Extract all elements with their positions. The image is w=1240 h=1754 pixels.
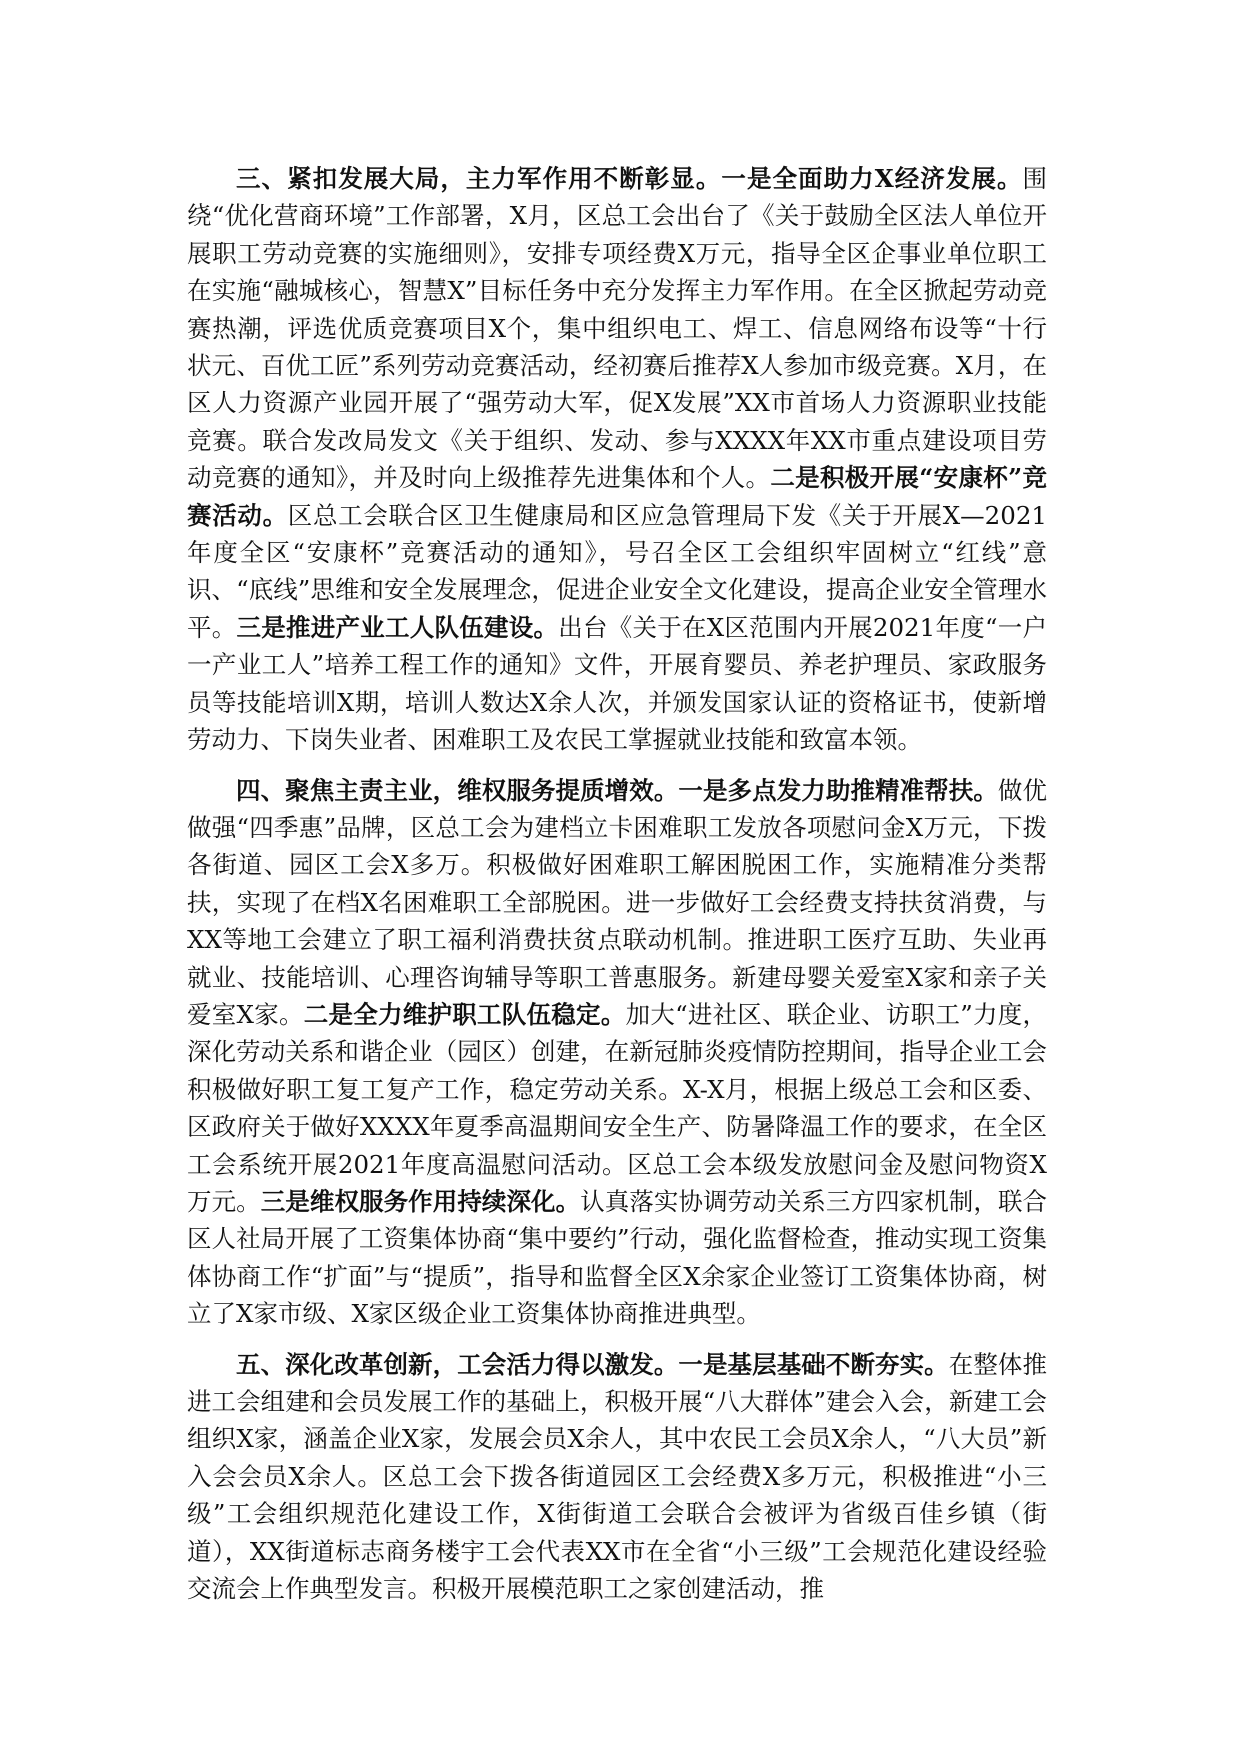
- subheading: 三是维权服务作用持续深化。: [260, 1186, 581, 1216]
- paragraph-section-3: [187, 160, 1047, 759]
- heading-section-3: 三、紧扣发展大局，主力军作用不断彰显。一是全面助力X经济发展。: [236, 164, 1023, 193]
- paragraph-section-4: [187, 772, 1047, 1333]
- subheading: 三是推进产业工人队伍建设。: [236, 612, 559, 642]
- subheading: 二是全力维护职工队伍稳定。: [303, 999, 626, 1029]
- body-text: 做优做强“四季惠”品牌，区总工会为建档立卡困难职工发放各项慰问金X万元，下拨各街道、园区工会X多万。积极做好困难职工解困脱困工作，实施精准分类帮扶，实现了在档X名困难职工全部脱困。进一步做好工会经费支持扶贫消费，与XX等地工会建立了职工福利消费扶贫点联动机制。推进职工医疗互助、失业再就业、技能培训、心理咨询辅导等职工普惠服务。新建母婴关爱室X家和亲子关爱室X家。: [187, 775, 1047, 1029]
- paragraph-section-5: [187, 1346, 1047, 1608]
- heading-section-5: 五、深化改革创新，工会活力得以激发。一是基层基础不断夯实。: [236, 1349, 949, 1379]
- body-text: 在整体推进工会组建和会员发展工作的基础上，积极开展“八大群体”建会入会，新建工会组织X家，涵盖企业X家，发展会员X余人，其中农民工会员X余人，“八大员”新入会会员X余人。区总工会下拨各街道园区工会经费X多万元，积极推进“小三级”工会组织规范化建设工作，X街街道工会联合会被评为省级百佳乡镇（街道），XX街道标志商务楼宇工会代表XX市在全省“小三级”工会规范化建设经验交流会上作典型发言。积极开展模范职工之家创建活动，推: [187, 1349, 1047, 1604]
- document-page: [187, 160, 1047, 1620]
- subheading: 二是积极开展“安康杯”竞赛活动。: [187, 463, 1048, 530]
- body-text: 围绕“优化营商环境”工作部署，X月，区总工会出台了《关于鼓励全区法人单位开展职工劳动竞赛的实施细则》，安排专项经费X万元，指导全区企事业单位职工在实施“融城核心，智慧X”目标任务中充分发挥主力军作用。在全区掀起劳动竞赛热潮，评选优质竞赛项目X个，集中组织电工、焊工、信息网络布设等“十行状元、百优工匠”系列劳动竞赛活动，经初赛后推荐X人参加市级竞赛。X月，在区人力资源产业园开展了“强劳动大军，促X发展”XX市首场人力资源职业技能竞赛。联合发改局发文《关于组织、发动、参与XXXX年XX市重点建设项目劳动竞赛的通知》，并及时向上级推荐先进集体和个人。: [187, 164, 1047, 493]
- body-text: 认真落实协调劳动关系三方四家机制，联合区人社局开展了工资集体协商“集中要约”行动，强化监督检查，推动实现工资集体协商工作“扩面”与“提质”，指导和监督全区X余家企业签订工资集体协商，树立了X家市级、X家区级企业工资集体协商推进典型。: [187, 1186, 1048, 1329]
- body-text: 加大“进社区、联企业、访职工”力度，深化劳动关系和谐企业（园区）创建，在新冠肺炎疫情防控期间，指导企业工会积极做好职工复工复产工作，稳定劳动关系。X-X月，根据上级总工会和区委、区政府关于做好XXXX年夏季高温期间安全生产、防暑降温工作的要求，在全区工会系统开展2021年度高温慰问活动。区总工会本级发放慰问金及慰问物资X万元。: [187, 999, 1047, 1216]
- body-text: 区总工会联合区卫生健康局和区应急管理局下发《关于开展X—2021年度全区“安康杯”竞赛活动的通知》，号召全区工会组织牢固树立“红线”意识、“底线”思维和安全发展理念，促进企业安全文化建设，提高企业安全管理水平。: [187, 500, 1047, 642]
- body-text: 出台《关于在X区范围内开展2021年度“一户一产业工人”培养工程工作的通知》文件，开展育婴员、养老护理员、家政服务员等技能培训X期，培训人数达X余人次，并颁发国家认证的资格证书，使新增劳动力、下岗失业者、困难职工及农民工掌握就业技能和致富本领。: [187, 612, 1047, 755]
- heading-section-4: 四、聚焦主责主业，维权服务提质增效。一是多点发力助推精准帮扶。: [236, 775, 998, 805]
